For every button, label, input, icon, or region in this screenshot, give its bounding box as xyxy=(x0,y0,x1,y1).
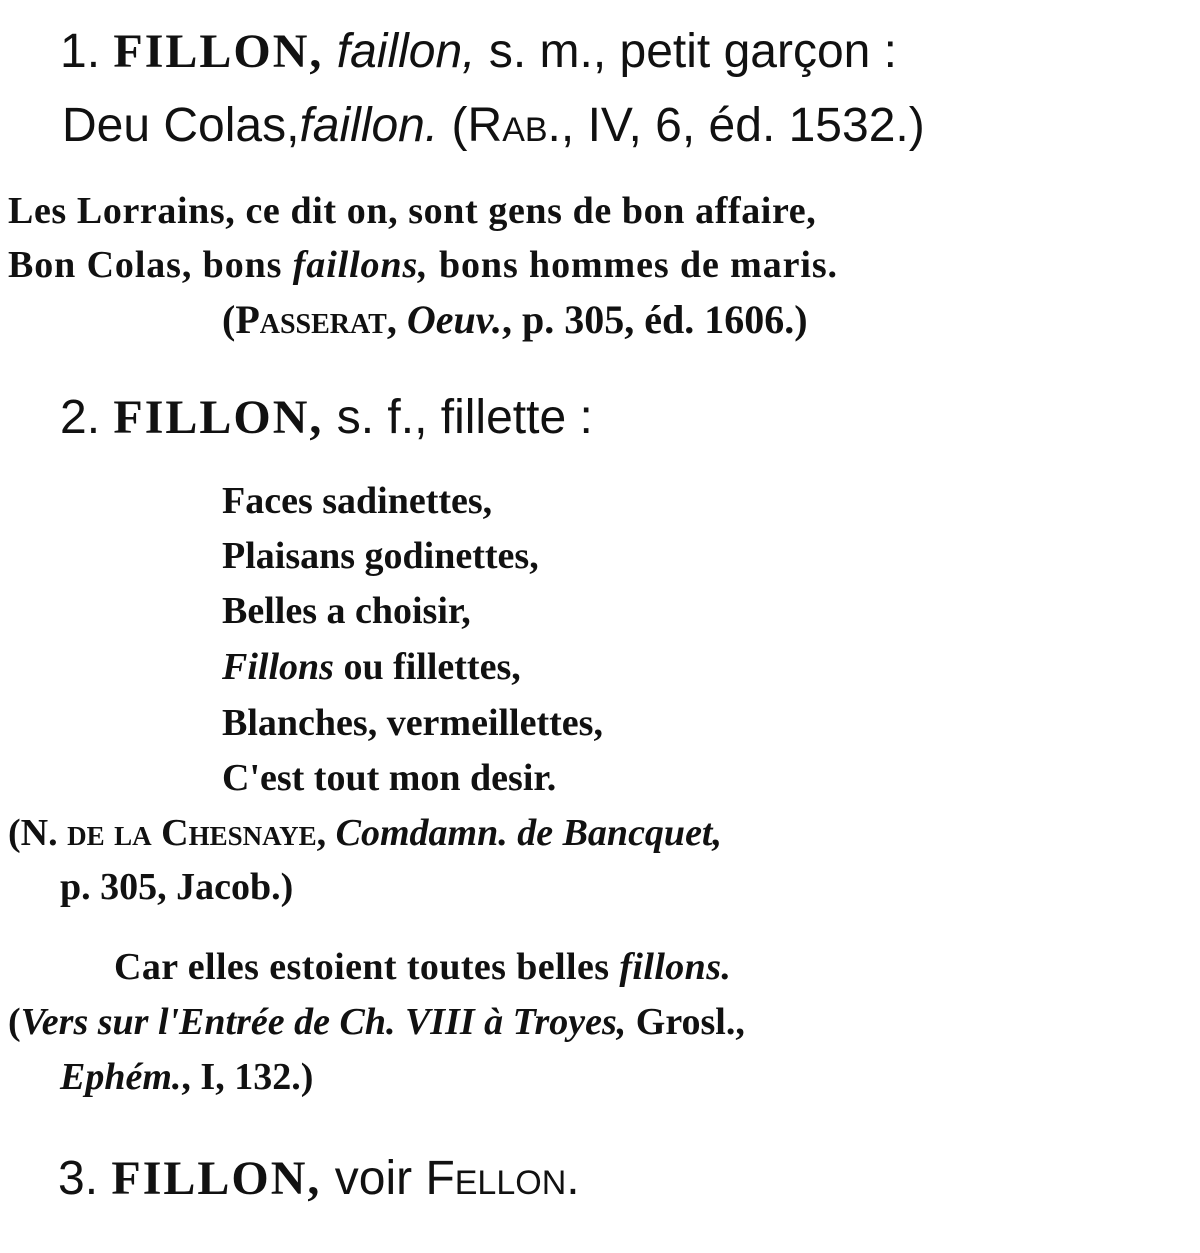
entry2-poem-line-2 xyxy=(222,537,539,575)
entry2-quote2-citation-open: ( xyxy=(8,1001,21,1043)
entry2-quote2-citation-line2-rest: , I, 132.) xyxy=(181,1056,314,1098)
entry2-quote2-italic: fillons. xyxy=(619,946,732,988)
entry2-quote2 xyxy=(114,948,731,986)
entry1-headword: FILLON, xyxy=(113,25,324,78)
entry2-poem-citation-open: (N. xyxy=(8,812,68,854)
entry2-poem-citation-work: Comdamn. de Bancquet, xyxy=(335,812,722,854)
entry2-definition: s. f., fillette : xyxy=(336,391,593,444)
entry2-quote2-citation xyxy=(8,1003,745,1041)
entry2-number: 2. xyxy=(60,391,101,444)
entry2-poem-citation xyxy=(8,814,722,852)
entry2-poem-line-3-text: Belles a choisir, xyxy=(222,590,471,632)
entry2-poem-line-6 xyxy=(222,759,556,797)
entry2-quote2-citation-work: Vers sur l'Entrée de Ch. VIII à Troyes, xyxy=(20,1001,627,1043)
entry1-example-italic: faillon. xyxy=(299,99,439,152)
entry2-poem-line-4 xyxy=(222,648,521,686)
entry1-quote-line2-italic: faillons, xyxy=(292,244,429,286)
entry2-header xyxy=(60,391,593,444)
entry2-poem-citation-line2: p. 305, Jacob.) xyxy=(60,866,294,908)
entry2-poem-line-3 xyxy=(222,592,471,630)
entry1-example-text: Deu Colas, xyxy=(62,99,300,152)
entry2-poem-line-2-text: Plaisans godinettes, xyxy=(222,535,539,577)
entry1-quote-line2 xyxy=(8,246,838,284)
entry2-poem-citation-author: de la Chesnaye, xyxy=(67,812,327,854)
entry2-poem-line-1-text: Faces sadinettes, xyxy=(222,480,493,522)
entry3-number: 3. xyxy=(58,1152,99,1205)
entry3-voir: voir xyxy=(334,1152,413,1205)
entry2-poem-line-5 xyxy=(222,704,603,742)
entry1-example-cite-open: ( xyxy=(451,99,468,152)
entry2-quote2-citation-rest: Grosl., xyxy=(626,1001,745,1043)
entry1-example-cite-author: Rab. xyxy=(467,99,561,152)
entry1-citation-open: ( xyxy=(222,297,236,342)
entry1-citation-author: Passerat, xyxy=(235,297,397,342)
entry1-citation xyxy=(222,297,808,342)
entry2-poem-line-1 xyxy=(222,482,492,520)
entry2-quote2-citation-line2 xyxy=(60,1058,313,1096)
entry2-poem-line-5-text: Blanches, vermeillettes, xyxy=(222,702,603,744)
entry1-header xyxy=(60,25,898,78)
entry1-definition: s. m., petit garçon : xyxy=(488,25,898,78)
entry3-headword: FILLON, xyxy=(111,1152,322,1205)
entry2-headword: FILLON, xyxy=(113,391,324,444)
entry1-example-cite-rest: , IV, 6, éd. 1532.) xyxy=(560,99,925,152)
entry2-quote2-citation-line2-italic: Ephém. xyxy=(60,1056,182,1098)
entry1-quote-line2-b: bons hommes de maris. xyxy=(439,244,838,286)
entry1-citation-rest: , p. 305, éd. 1606.) xyxy=(502,297,808,342)
entry2-poem-line-6-text: C'est tout mon desir. xyxy=(222,757,557,799)
entry3-target: Fellon. xyxy=(425,1152,580,1205)
entry1-variant: faillon, xyxy=(336,25,476,78)
entry2-quote2-text: Car elles estoient toutes belles xyxy=(114,946,610,988)
entry2-poem-line-4-text: ou fillettes, xyxy=(333,646,521,688)
entry1-citation-work: Oeuv. xyxy=(406,297,502,342)
entry1-quote-line1: Les Lorrains, ce dit on, sont gens de bon affaire, xyxy=(8,190,817,232)
entry1-example xyxy=(62,99,925,152)
entry3-header xyxy=(58,1152,580,1205)
entry1-number: 1. xyxy=(60,25,101,78)
entry1-quote-line2-a: Bon Colas, bons xyxy=(8,244,283,286)
entry2-poem-line-4-italic: Fillons xyxy=(222,646,334,688)
